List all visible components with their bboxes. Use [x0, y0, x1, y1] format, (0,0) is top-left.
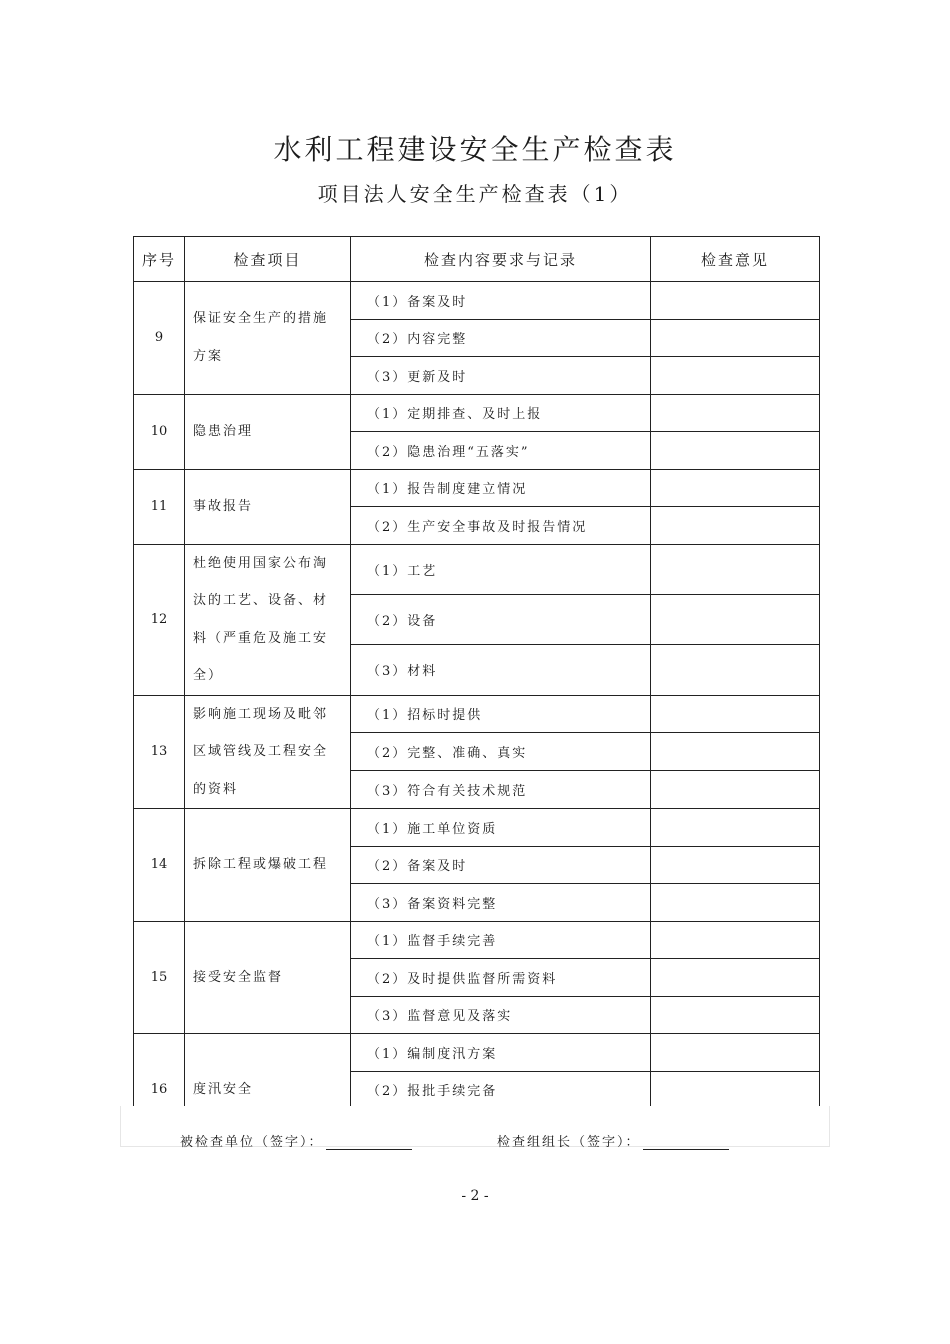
- row-number: 15: [134, 921, 185, 1034]
- requirement: （1）编制度汛方案: [351, 1034, 651, 1072]
- requirement: （2）内容完整: [351, 319, 651, 357]
- table-row: [134, 469, 820, 507]
- opinion-cell[interactable]: [651, 884, 820, 922]
- requirement: （3）材料: [351, 645, 651, 695]
- opinion-cell[interactable]: [651, 921, 820, 959]
- requirement: （1）备案及时: [351, 282, 651, 320]
- document-subtitle: 项目法人安全生产检查表（1）: [317, 182, 633, 206]
- requirement: （2）备案及时: [351, 846, 651, 884]
- check-item: 影响施工现场及毗邻区域管线及工程安全的资料: [185, 695, 351, 809]
- row-number: 9: [134, 282, 185, 395]
- row-number: 16: [134, 1034, 185, 1147]
- opinion-cell[interactable]: [651, 357, 820, 395]
- opinion-cell[interactable]: [651, 959, 820, 997]
- opinion-cell[interactable]: [651, 282, 820, 320]
- inspected-unit-signature: [180, 1131, 412, 1150]
- row-number: 13: [134, 695, 185, 809]
- requirement: （2）完整、准确、真实: [351, 733, 651, 771]
- opinion-cell[interactable]: [651, 809, 820, 847]
- table-header-row: [134, 237, 820, 282]
- check-item: 度汛安全: [185, 1034, 351, 1147]
- requirement: （2）设备: [351, 594, 651, 644]
- requirement: （2）隐患治理“五落实”: [351, 432, 651, 470]
- row-number: 10: [134, 394, 185, 469]
- check-item: 隐患治理: [185, 394, 351, 469]
- requirement: （2）报批手续完备: [351, 1071, 651, 1109]
- opinion-cell[interactable]: [651, 1034, 820, 1072]
- inspected-unit-label: 被检查单位（签字）：: [180, 1135, 324, 1150]
- header-seq: 序号: [134, 237, 185, 282]
- requirement: （1）招标时提供: [351, 695, 651, 733]
- opinion-cell[interactable]: [651, 846, 820, 884]
- requirement: （1）定期排查、及时上报: [351, 394, 651, 432]
- requirement: （2）及时提供监督所需资料: [351, 959, 651, 997]
- row-number: 12: [134, 544, 185, 695]
- header-requirements: 检查内容要求与记录: [351, 237, 651, 282]
- requirement: （3）备案资料完整: [351, 884, 651, 922]
- requirement: （3）监督意见及落实: [351, 996, 651, 1034]
- requirement: （1）工艺: [351, 544, 651, 594]
- row-number: 11: [134, 469, 185, 544]
- header-opinion: 检查意见: [651, 237, 820, 282]
- check-item: 事故报告: [185, 469, 351, 544]
- requirement: （3）更新及时: [351, 357, 651, 395]
- opinion-cell[interactable]: [651, 733, 820, 771]
- opinion-cell[interactable]: [651, 319, 820, 357]
- opinion-cell[interactable]: [651, 771, 820, 809]
- opinion-cell[interactable]: [651, 594, 820, 644]
- opinion-cell[interactable]: [651, 469, 820, 507]
- check-item: 拆除工程或爆破工程: [185, 809, 351, 922]
- inspected-unit-signature-line[interactable]: [326, 1135, 412, 1150]
- requirement: （1）报告制度建立情况: [351, 469, 651, 507]
- inspection-table: [133, 236, 820, 1147]
- table-row: [134, 695, 820, 733]
- row-number: 14: [134, 809, 185, 922]
- requirement: （1）监督手续完善: [351, 921, 651, 959]
- check-item: 接受安全监督: [185, 921, 351, 1034]
- opinion-cell[interactable]: [651, 544, 820, 594]
- requirement: （2）生产安全事故及时报告情况: [351, 507, 651, 545]
- opinion-cell[interactable]: [651, 695, 820, 733]
- table-row: [134, 921, 820, 959]
- opinion-cell[interactable]: [651, 394, 820, 432]
- page-number: - 2 -: [461, 1188, 489, 1204]
- header-item: 检查项目: [185, 237, 351, 282]
- opinion-cell[interactable]: [651, 645, 820, 695]
- team-leader-signature: [497, 1131, 729, 1150]
- check-item: 杜绝使用国家公布淘汰的工艺、设备、材料（严重危及施工安全）: [185, 544, 351, 695]
- team-leader-signature-line[interactable]: [643, 1135, 729, 1150]
- requirement: （3）符合有关技术规范: [351, 771, 651, 809]
- opinion-cell[interactable]: [651, 1071, 820, 1109]
- document-title: 水利工程建设安全生产检查表: [273, 133, 677, 166]
- opinion-cell[interactable]: [651, 507, 820, 545]
- table-row: [134, 1034, 820, 1072]
- opinion-cell[interactable]: [651, 996, 820, 1034]
- team-leader-label: 检查组组长（签字）：: [497, 1135, 641, 1150]
- table-row: [134, 544, 820, 594]
- check-item: 保证安全生产的措施方案: [185, 282, 351, 395]
- table-row: [134, 809, 820, 847]
- opinion-cell[interactable]: [651, 432, 820, 470]
- requirement: （1）施工单位资质: [351, 809, 651, 847]
- table-row: [134, 394, 820, 432]
- table-row: [134, 282, 820, 320]
